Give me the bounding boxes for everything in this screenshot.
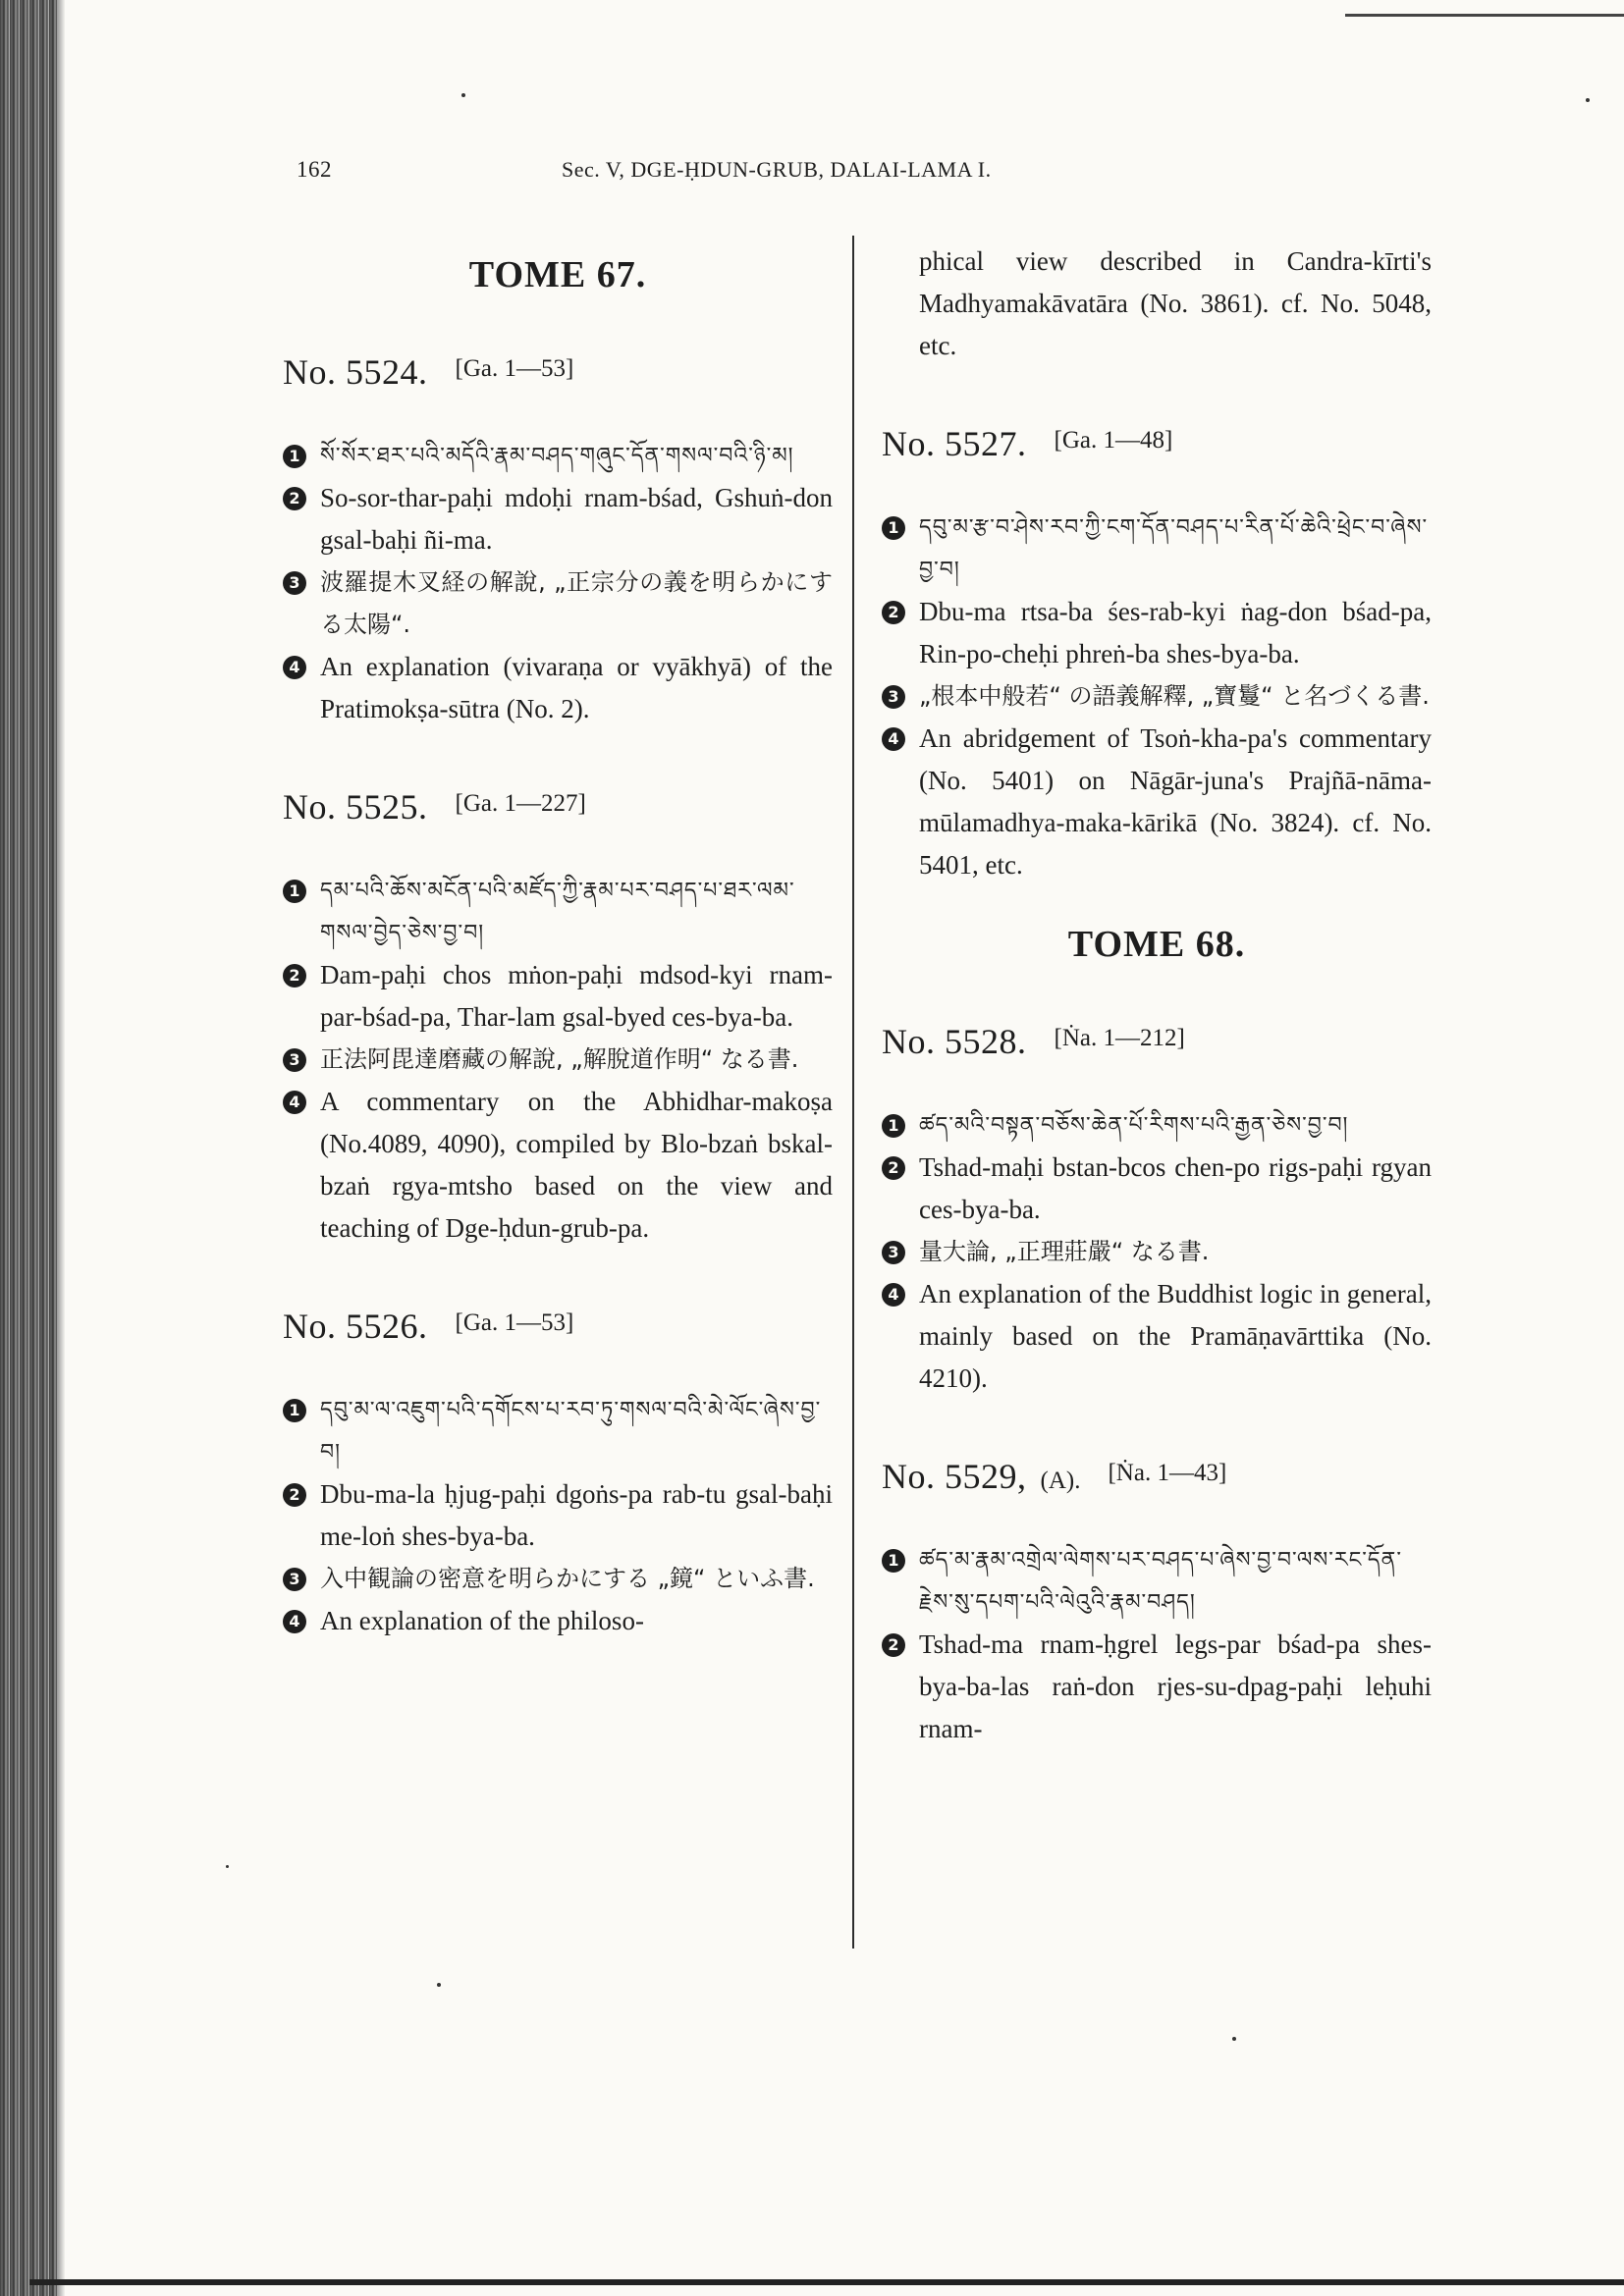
item-english xyxy=(283,646,833,730)
entry-heading xyxy=(882,1437,1432,1516)
item-tibetan-script xyxy=(283,435,833,477)
english-description: An abridgement of Tsoṅ-kha-pa's commentary (No. 5401) on Nāgār-juna's Prajñā-nāma-mūlamadhya-maka-kārikā (No. 3824). cf. No. 5401, etc. xyxy=(919,723,1432,880)
page-header xyxy=(297,157,1278,187)
marker-2: 2 xyxy=(882,1633,905,1657)
marker-4: 4 xyxy=(882,727,905,751)
bottom-rule xyxy=(29,2279,1624,2285)
entry-5529 xyxy=(882,1437,1432,1750)
marker-4: 4 xyxy=(283,1091,306,1114)
item-japanese xyxy=(882,1231,1432,1273)
entry-reference: [Ga. 1—53] xyxy=(455,1309,574,1336)
entry-number: No. 5528. xyxy=(882,1022,1027,1061)
marker-3: 3 xyxy=(283,1048,306,1072)
item-transliteration xyxy=(882,591,1432,675)
marker-3: 3 xyxy=(283,571,306,595)
english-description: An explanation of the Buddhist logic in general, mainly based on the Pramāṇavārttika (No. 4210). xyxy=(919,1279,1432,1393)
entry-5527 xyxy=(882,404,1432,886)
entry-reference: [Ga. 1—227] xyxy=(455,790,586,817)
marker-1: 1 xyxy=(283,880,306,903)
japanese-title: „根本中般若“ の語義解釋, „寶鬘“ と名づくる書. xyxy=(919,682,1430,710)
transliteration: So-sor-thar-paḥi mdoḥi rnam-bśad, Gshuṅ-don gsal-baḥi ñi-ma. xyxy=(320,483,833,555)
english-description: An explanation of the philoso- xyxy=(320,1606,644,1635)
marker-1: 1 xyxy=(283,445,306,468)
marker-1: 1 xyxy=(882,1114,905,1138)
entry-5526 xyxy=(283,1287,833,1642)
tibetan-title: ཚད་མ་རྣམ་འགྲེལ་ལེགས་པར་བཤད་པ་ཞེས་བྱ་བ་ལས་རང་དོན་རྗེས་སུ་དཔག་པའི་ལེའུའི་རྣམ་བཤད། xyxy=(919,1548,1402,1615)
item-japanese xyxy=(882,675,1432,718)
transliteration: Dbu-ma-la ḥjug-paḥi dgoṅs-pa rab-tu gsal-baḥi me-loṅ shes-bya-ba. xyxy=(320,1479,833,1551)
speck xyxy=(1586,98,1590,102)
item-english xyxy=(283,1600,833,1642)
item-japanese xyxy=(283,1558,833,1600)
entry-5524 xyxy=(283,333,833,730)
item-tibetan-script xyxy=(882,507,1432,591)
marker-3: 3 xyxy=(882,685,905,709)
japanese-title: 正法阿毘達磨藏の解說, „解脫道作明“ なる書. xyxy=(320,1045,799,1073)
item-tibetan-script xyxy=(882,1539,1432,1624)
tibetan-title: དམ་པའི་ཆོས་མངོན་པའི་མཛོད་ཀྱི་རྣམ་པར་བཤད་པ་ཐར་ལམ་གསལ་བྱེད་ཅེས་བྱ་བ། xyxy=(320,879,795,945)
item-transliteration xyxy=(283,954,833,1039)
marker-2: 2 xyxy=(283,1483,306,1507)
item-japanese xyxy=(283,1039,833,1081)
tibetan-title: དབུ་མ་ལ་འཇུག་པའི་དགོངས་པ་རབ་ཏུ་གསལ་བའི་མེ་ལོང་ཞེས་བྱ་བ། xyxy=(320,1398,822,1465)
entry-number: No. 5526. xyxy=(283,1307,428,1346)
transliteration: Tshad-ma rnam-ḥgrel legs-par bśad-pa shes-bya-ba-las raṅ-don rjes-su-dpag-paḥi leḥuhi rnam- xyxy=(919,1629,1432,1743)
item-transliteration xyxy=(283,477,833,561)
item-tibetan-script xyxy=(283,1389,833,1473)
entry-heading xyxy=(283,1287,833,1365)
tome-title-68: TOME 68. xyxy=(1067,924,1246,965)
marker-1: 1 xyxy=(283,1399,306,1422)
continuation-text: phical view described in Candra-kīrti's Madhyamakāvatāra (No. 3861). cf. No. 5048, etc. xyxy=(919,246,1432,360)
transliteration: Dbu-ma rtsa-ba śes-rab-kyi ṅag-don bśad-pa, Rin-po-cheḥi phreṅ-ba shes-bya-ba. xyxy=(919,597,1432,668)
item-english xyxy=(882,718,1432,886)
spine-edge xyxy=(57,0,65,2296)
transliteration: Dam-paḥi chos mṅon-paḥi mdsod-kyi rnam-par-bśad-pa, Thar-lam gsal-byed ces-bya-ba. xyxy=(320,960,833,1032)
item-transliteration xyxy=(882,1624,1432,1750)
entry-heading xyxy=(283,333,833,411)
left-column xyxy=(283,240,833,1642)
speck xyxy=(1232,2037,1236,2041)
right-column xyxy=(882,240,1432,1750)
entry-5528 xyxy=(882,1002,1432,1400)
entry-reference: [Ga. 1—53] xyxy=(455,355,574,382)
item-japanese xyxy=(283,561,833,646)
entry-heading xyxy=(882,404,1432,483)
entry-subpart: (A). xyxy=(1040,1468,1081,1494)
tibetan-title: ཚད་མའི་བསྟན་བཅོས་ཆེན་པོ་རིགས་པའི་རྒྱན་ཅེས་བྱ་བ། xyxy=(919,1113,1349,1138)
item-transliteration xyxy=(283,1473,833,1558)
top-rule xyxy=(1345,14,1624,17)
entry-heading xyxy=(283,768,833,846)
item-tibetan-script xyxy=(882,1104,1432,1147)
speck xyxy=(461,93,465,97)
marker-2: 2 xyxy=(882,601,905,624)
marker-4: 4 xyxy=(882,1283,905,1307)
japanese-title: 入中観論の密意を明らかにする „鏡“ といふ書. xyxy=(320,1565,815,1592)
marker-1: 1 xyxy=(882,1549,905,1573)
marker-2: 2 xyxy=(283,964,306,988)
item-english xyxy=(283,1081,833,1250)
english-description: A commentary on the Abhidhar-makoṣa (No.4089, 4090), compiled by Blo-bzaṅ bskal-bzaṅ rgya-mtsho based on the view and teaching of Dge-ḥdun-grub-pa. xyxy=(320,1087,833,1243)
japanese-title: 波羅提木叉経の解說, „正宗分の義を明らかにする太陽“. xyxy=(320,568,833,638)
page-number: 162 xyxy=(297,157,332,182)
japanese-title: 量大論, „正理莊嚴“ なる書. xyxy=(919,1238,1210,1265)
entry-number: No. 5529, xyxy=(882,1457,1027,1496)
item-english xyxy=(882,1273,1432,1400)
entry-heading xyxy=(882,1002,1432,1081)
marker-2: 2 xyxy=(283,487,306,510)
entry-number: No. 5524. xyxy=(283,352,428,392)
marker-3: 3 xyxy=(882,1241,905,1264)
entry-number: No. 5525. xyxy=(283,787,428,827)
entry-reference: [Ga. 1—48] xyxy=(1054,427,1173,454)
entry-reference: [Ṅa. 1—212] xyxy=(1054,1025,1185,1051)
entry-number: No. 5527. xyxy=(882,424,1027,463)
item-tibetan-script xyxy=(283,870,833,954)
speck xyxy=(437,1983,441,1987)
item-transliteration xyxy=(882,1147,1432,1231)
marker-3: 3 xyxy=(283,1568,306,1591)
marker-4: 4 xyxy=(283,656,306,679)
tibetan-title: དབུ་མ་རྩ་བ་ཤེས་རབ་ཀྱི་ངག་དོན་བཤད་པ་རིན་པོ་ཆེའི་ཕྲེང་བ་ཞེས་བྱ་བ། xyxy=(919,515,1429,582)
tome-title-67: TOME 67. xyxy=(468,254,647,295)
column-divider xyxy=(852,236,854,1949)
transliteration: Tshad-maḥi bstan-bcos chen-po rigs-paḥi rgyan ces-bya-ba. xyxy=(919,1152,1432,1224)
speck xyxy=(226,1865,229,1868)
running-title: Sec. V, DGE-ḤDUN-GRUB, DALAI-LAMA I. xyxy=(562,157,992,182)
entry-5525 xyxy=(283,768,833,1250)
marker-2: 2 xyxy=(882,1156,905,1180)
english-description: An explanation (vivaraṇa or vyākhyā) of the Pratimokṣa-sūtra (No. 2). xyxy=(320,652,833,723)
entry-reference: [Ṅa. 1—43] xyxy=(1108,1460,1227,1486)
tibetan-title: སོ་སོར་ཐར་པའི་མདོའི་རྣམ་བཤད་གཞུང་དོན་གསལ་བའི་ཉི་མ། xyxy=(320,444,794,468)
marker-1: 1 xyxy=(882,516,905,540)
marker-4: 4 xyxy=(283,1610,306,1633)
book-spine-shadow xyxy=(0,0,57,2296)
